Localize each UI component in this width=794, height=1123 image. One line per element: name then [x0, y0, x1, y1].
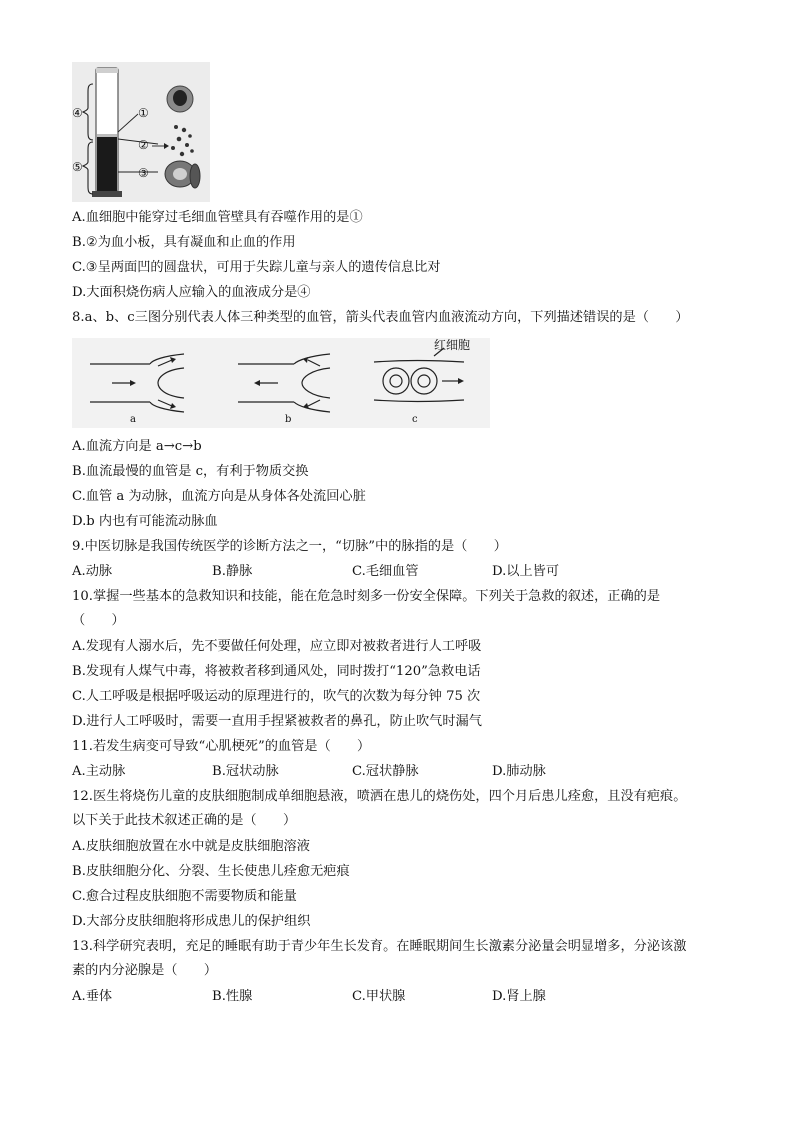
q12-stem-line1: 12.医生将烧伤儿童的皮肤细胞制成单细胞悬液，喷洒在患儿的烧伤处，四个月后患儿痊愈，且没有疤痕。 [72, 789, 687, 804]
q10-option-d[interactable]: D.进行人工呼吸时，需要一直用手捏紧被救者的鼻孔，防止吹气时漏气 [72, 714, 482, 729]
blood-vessel-diagram [72, 338, 490, 428]
label-cells-5: ⑤ [72, 160, 83, 174]
q10-option-c[interactable]: C.人工呼吸是根据呼吸运动的原理进行的，吹气的次数为每分钟 75 次 [72, 689, 481, 704]
blood-composition-figure [72, 62, 210, 202]
label-plasma-4: ④ [72, 106, 83, 120]
q13-stem-line2: 素的内分泌腺是（ ） [72, 963, 218, 978]
q13-option-b[interactable]: B.性腺 [212, 989, 253, 1004]
q11-option-a[interactable]: A.主动脉 [72, 764, 126, 779]
q10-stem-line2: （ ） [72, 613, 125, 628]
q12-option-a[interactable]: A.皮肤细胞放置在水中就是皮肤细胞溶液 [72, 839, 310, 854]
q8-stem: 8.a、b、c三图分别代表人体三种类型的血管，箭头代表血管内血液流动方向，下列描述错误的是（ ） [72, 310, 689, 325]
blood-tube-diagram [72, 62, 210, 202]
q9-option-b[interactable]: B.静脉 [212, 564, 253, 579]
q7-option-d[interactable]: D.大面积烧伤病人应输入的血液成分是④ [72, 285, 311, 300]
q11-option-c[interactable]: C.冠状静脉 [352, 764, 419, 779]
q13-option-a[interactable]: A.垂体 [72, 989, 113, 1004]
label-platelet-2: ② [138, 138, 149, 152]
q7-option-a[interactable]: A.血细胞中能穿过毛细血管壁具有吞噬作用的是① [72, 210, 363, 225]
q13-option-d[interactable]: D.肾上腺 [492, 989, 546, 1004]
q7-option-c[interactable]: C.③呈两面凹的圆盘状，可用于失踪儿童与亲人的遗传信息比对 [72, 260, 441, 275]
q9-option-d[interactable]: D.以上皆可 [492, 564, 560, 579]
q12-stem-line2: 以下关于此技术叙述正确的是（ ） [72, 813, 297, 828]
blood-vessel-figure [72, 338, 490, 428]
q9-stem: 9.中医切脉是我国传统医学的诊断方法之一，“切脉”中的脉指的是（ ） [72, 539, 507, 554]
q10-stem-line1: 10.掌握一些基本的急救知识和技能，能在危急时刻多一份安全保障。下列关于急救的叙述，正确的是 [72, 589, 661, 604]
q10-option-b[interactable]: B.发现有人煤气中毒，将被救者移到通风处，同时拨打“120”急救电话 [72, 664, 481, 679]
q11-option-b[interactable]: B.冠状动脉 [212, 764, 279, 779]
q12-option-b[interactable]: B.皮肤细胞分化、分裂、生长使患儿痊愈无疤痕 [72, 864, 350, 879]
q12-option-d[interactable]: D.大部分皮肤细胞将形成患儿的保护组织 [72, 914, 311, 929]
vessel-a-label: a [130, 414, 136, 425]
vessel-b-diagram [238, 354, 330, 412]
q8-option-a[interactable]: A.血流方向是 a→c→b [72, 439, 202, 454]
q9-option-a[interactable]: A.动脉 [72, 564, 113, 579]
vessel-c-diagram [374, 348, 464, 402]
q8-option-c[interactable]: C.血管 a 为动脉，血流方向是从身体各处流回心脏 [72, 489, 366, 504]
vessel-b-label: b [285, 414, 292, 425]
q7-option-b[interactable]: B.②为血小板，具有凝血和止血的作用 [72, 235, 296, 250]
q8-option-b[interactable]: B.血流最慢的血管是 c，有利于物质交换 [72, 464, 309, 479]
q10-option-a[interactable]: A.发现有人溺水后，先不要做任何处理，应立即对被救者进行人工呼吸 [72, 639, 482, 654]
vessel-c-label: c [412, 414, 418, 425]
q11-stem: 11.若发生病变可导致“心肌梗死”的血管是（ ） [72, 739, 371, 754]
q12-option-c[interactable]: C.愈合过程皮肤细胞不需要物质和能量 [72, 889, 297, 904]
q13-option-c[interactable]: C.甲状腺 [352, 989, 406, 1004]
q9-option-c[interactable]: C.毛细血管 [352, 564, 419, 579]
rbc-label: 红细胞 [434, 338, 471, 352]
q8-option-d[interactable]: D.b 内也有可能流动脉血 [72, 514, 218, 529]
vessel-a-diagram [90, 354, 184, 412]
label-rbc-3: ③ [138, 166, 149, 180]
label-wbc-1: ① [138, 106, 149, 120]
q11-option-d[interactable]: D.肺动脉 [492, 764, 546, 779]
q13-stem-line1: 13.科学研究表明，充足的睡眠有助于青少年生长发育。在睡眠期间生长激素分泌量会明显增多，分泌该激 [72, 939, 687, 954]
